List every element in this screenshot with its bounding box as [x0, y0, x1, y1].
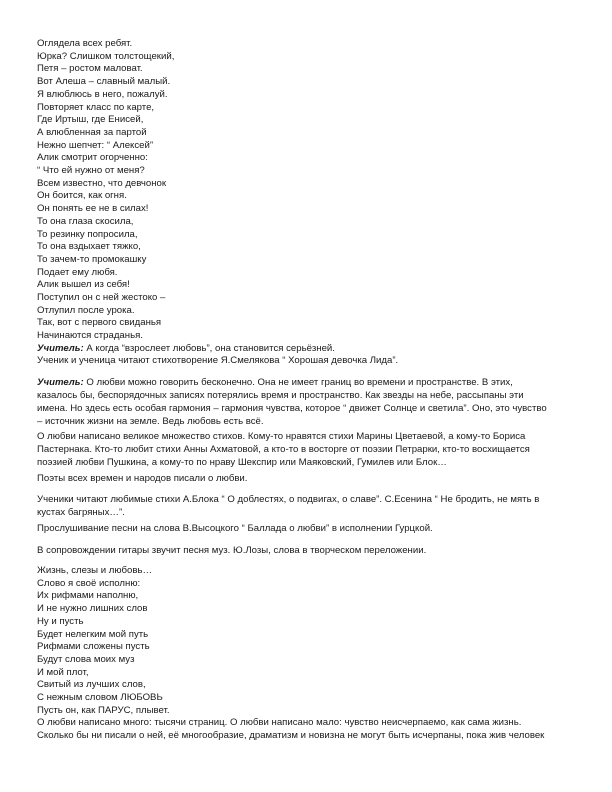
poem-line: Пусть он, как ПАРУС, плывет. [37, 704, 170, 716]
poem-line: То резинку попросила, [37, 228, 138, 240]
paragraph-line: О любви написано много: тысячи страниц. О любви написано мало: чувство неисчерпаемо, как сама жизнь. [37, 717, 522, 728]
paragraph-line: Пастернака. Кто-то любит стихи Анны Ахматовой, а кто-то в восторге от поэзии Петрарки, кто-то восхищается [37, 443, 530, 455]
poem-line: Жизнь, слезы и любовь… [37, 565, 153, 576]
poem-song [37, 565, 170, 717]
poem-line: И не нужно лишних слов [37, 603, 148, 615]
remark-text: А когда “взрослеет любовь”, она становится серьёзней. [83, 342, 335, 354]
poem-lida [37, 38, 335, 356]
poem-line: Алик смотрит огорченно: [37, 152, 148, 164]
remark-text: О любви можно говорить бесконечно. Она не имеет границ во времени и пространстве. В этих, [83, 377, 513, 388]
song-paragraph [37, 523, 577, 536]
paragraph-line: поэзией любви Пушкина, а кому-то по нраву Шекспир или Маяковский, Гумилев или Блок… [37, 456, 447, 468]
poem-line: Вот Алеша – славный малый. [37, 76, 171, 88]
teacher-remark [37, 343, 335, 356]
poem-line: Поступил он с ней жестоко – [37, 292, 166, 304]
teacher-paragraph [37, 377, 577, 429]
poem-line: То зачем-то промокашку [37, 253, 147, 265]
poem-line: Он понять ее не в силах! [37, 203, 149, 215]
poem-line: Свитый из лучших слов, [37, 679, 146, 691]
poem-line: Начинаются страданья. [37, 330, 143, 342]
poem-line: Так, вот с первого свиданья [37, 317, 162, 329]
poets-paragraph [37, 473, 577, 486]
poem-line: Петя – ростом маловат. [37, 63, 143, 75]
poem-line: Подает ему любя. [37, 266, 118, 278]
paragraph-line [37, 377, 577, 390]
guitar-paragraph [37, 545, 577, 558]
poem-line: Оглядела всех ребят. [37, 38, 133, 49]
poems-paragraph [37, 431, 577, 470]
paragraph-line: Сколько бы ни писали о ней, её многообразие, драматизм и новизна не могут быть исчерпаны, пока жив человек [37, 729, 545, 741]
paragraph-line: кустах багряных…”. [37, 506, 125, 518]
poem-line: Повторяет класс по карте, [37, 101, 155, 113]
poem-line: “ Что ей нужно от меня? [37, 165, 145, 177]
poem-line: Их рифмами наполню, [37, 590, 139, 602]
poem-line: А влюбленная за партой [37, 126, 147, 138]
poem-line: Алик вышел из себя! [37, 279, 130, 291]
paragraph-line: имена. Но здесь есть особая гармония – гармония чувства, которое “ движет Солнце и светила”. Оно, это чувство [37, 402, 547, 414]
speaker-label: Учитель: [37, 342, 84, 354]
pupils-paragraph [37, 355, 577, 368]
paragraph-line: – источник жизни на земле. Ведь любовь есть всё. [37, 415, 264, 427]
poem-line: Всем известно, что девчонок [37, 177, 167, 189]
paragraph-line: Прослушивание песни на слова В.Высоцкого “ Баллада о любви” в исполнении Гурцкой. [37, 523, 433, 534]
poem-line: Рифмами сложены пусть [37, 641, 150, 653]
poem-line: С нежным словом ЛЮБОВЬ [37, 692, 163, 704]
reading-paragraph [37, 494, 577, 520]
paragraph-line: Поэты всех времен и народов писали о любви. [37, 473, 248, 484]
poem-line: Ну и пусть [37, 615, 84, 627]
poem-line: То она вздыхает тяжко, [37, 241, 141, 253]
poem-line: То она глаза скосила, [37, 215, 134, 227]
paragraph-line: Ученик и ученица читают стихотворение Я.Смелякова “ Хорошая девочка Лида”. [37, 355, 399, 366]
poem-line: Будет нелегким мой путь [37, 628, 149, 640]
poem-line: Я влюблюсь в него, пожалуй. [37, 88, 168, 100]
poem-line: Юрка? Слишком толстощекий, [37, 50, 175, 62]
poem-line: Отлупил после урока. [37, 304, 135, 316]
poem-line: Будут слова моих муз [37, 653, 135, 665]
paragraph-line: казалось бы, беспорядочных записях потерялись время и пространство. Как звезды на небе, рассыпаны эти [37, 389, 524, 401]
final-paragraph [37, 717, 577, 743]
poem-line: И мой плот, [37, 666, 89, 678]
paragraph-line: Ученики читают любимые стихи А.Блока “ О доблестях, о подвигах, о славе”. С.Есенина “ Не бродить, не мять в [37, 494, 540, 505]
poem-line: Слово я своё исполню: [37, 577, 141, 589]
paragraph-line: О любви написано великое множество стихов. Кому-то нравятся стихи Марины Цветаевой, а кому-то Бориса [37, 431, 526, 442]
poem-line: Он боится, как огня. [37, 190, 127, 202]
poem-line: Нежно шепчет: “ Алексей” [37, 139, 154, 151]
speaker-label: Учитель: [37, 377, 84, 388]
paragraph-line: В сопровождении гитары звучит песня муз. Ю.Лозы, слова в творческом переложении. [37, 545, 427, 556]
poem-line: Где Иртыш, где Енисей, [37, 114, 144, 126]
